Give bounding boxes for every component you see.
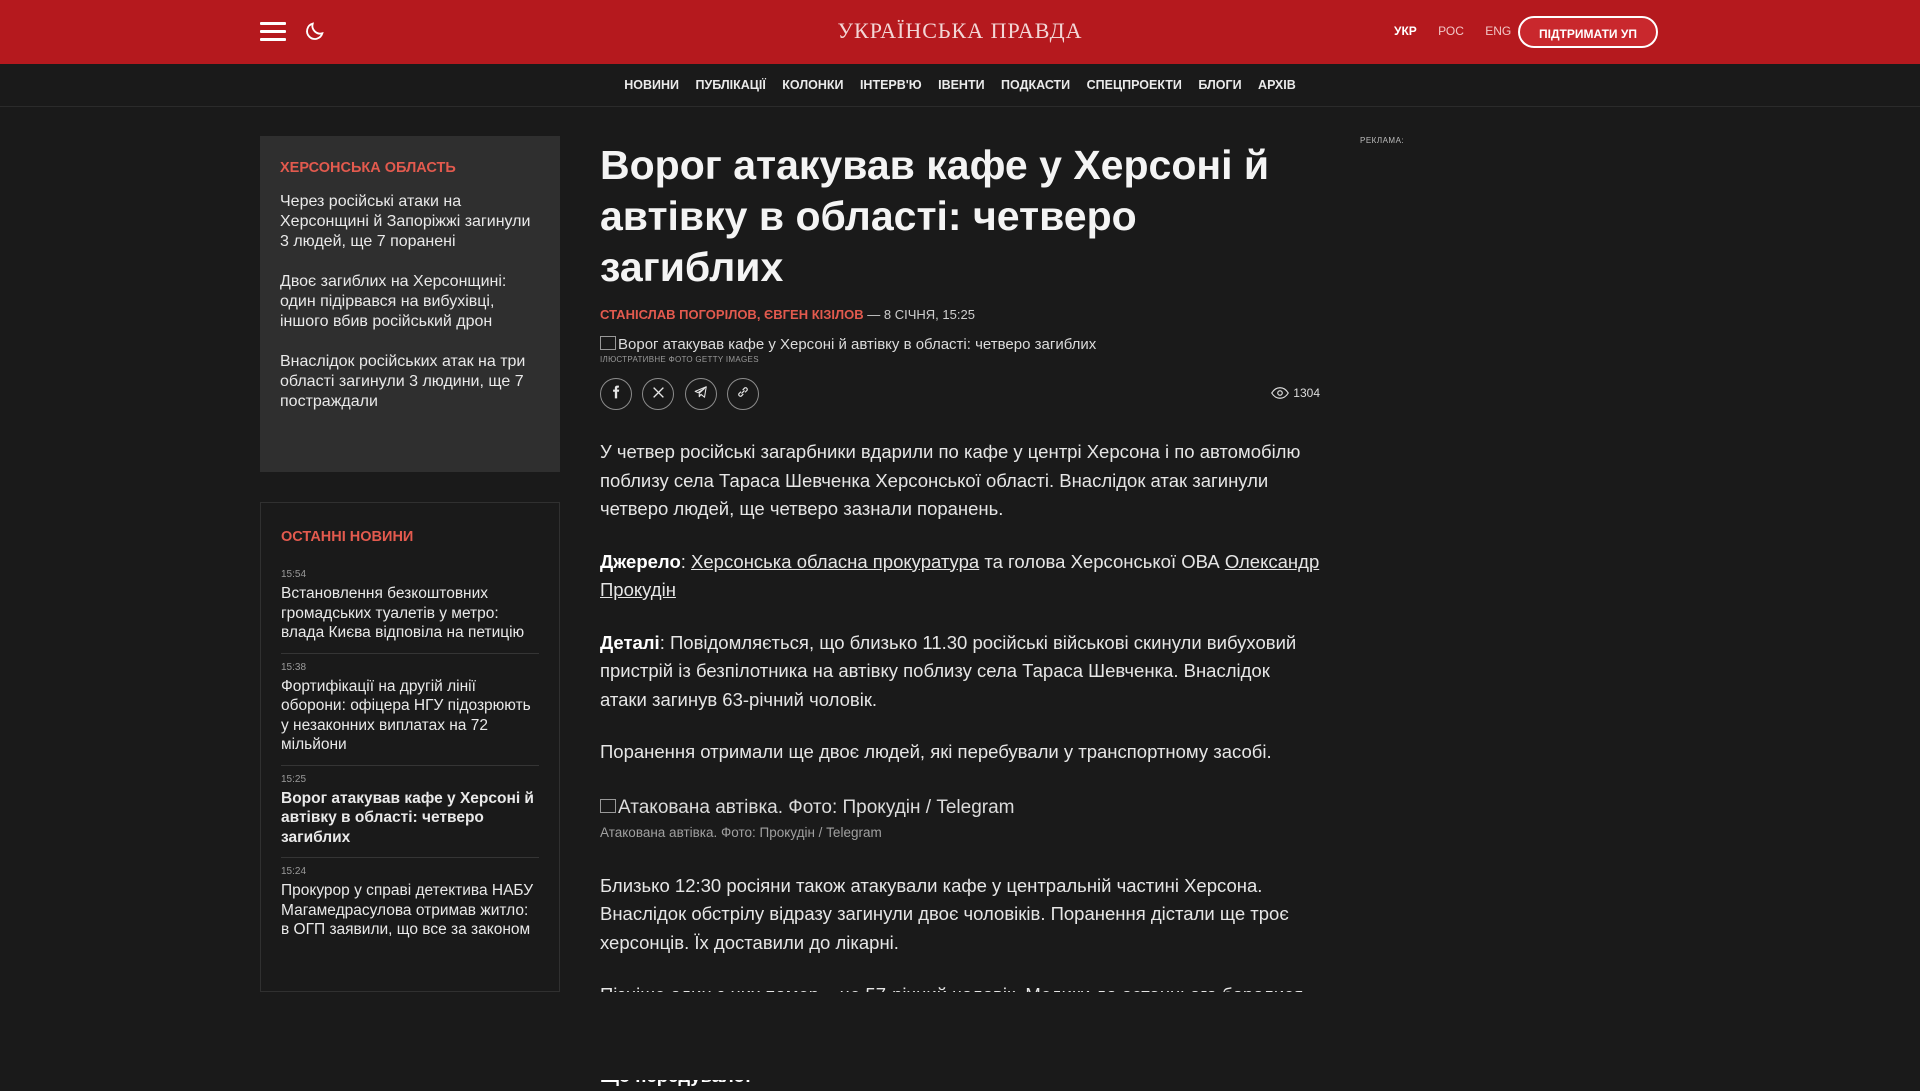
nav-special-projects[interactable]: СПЕЦПРОЕКТИ <box>1086 78 1182 92</box>
article-paragraph: Близько 12:30 росіяни також атакували кафе у центральній частині Херсона. Внаслідок обстрілу відразу загинули двоє чоловіків. Поранення дістали ще троє херсонців. Їх доставили до лікарні. <box>600 874 1289 953</box>
share-bar <box>600 378 1320 414</box>
language-switcher <box>1394 24 1529 38</box>
telegram-icon[interactable] <box>685 378 717 410</box>
details-label: Деталі <box>600 631 660 653</box>
news-time: 15:25 <box>281 773 307 785</box>
article-headline: Ворог атакував кафе у Херсоні й автівку в області: четверо загиблих <box>600 142 1270 290</box>
article-date: — 8 СІЧНЯ, 15:25 <box>867 307 975 322</box>
region-box-title[interactable]: ХЕРСОНСЬКА ОБЛАСТЬ <box>280 160 456 176</box>
broken-image-icon <box>600 799 616 813</box>
views-count: 1304 <box>1293 386 1320 400</box>
views-counter <box>1271 386 1320 400</box>
lang-ros[interactable]: РОС <box>1438 24 1464 38</box>
news-time: 15:54 <box>281 569 307 580</box>
article-authors[interactable]: СТАНІСЛАВ ПОГОРІЛОВ, ЄВГЕН КІЗІЛОВ <box>600 307 864 322</box>
source-label: Джерело <box>600 550 681 572</box>
region-news-item[interactable]: Внаслідок російських атак на три області загинули 3 людини, ще 7 постраждали <box>280 353 526 410</box>
lang-ukr[interactable]: УКР <box>1394 24 1417 38</box>
news-time: 15:24 <box>281 866 307 877</box>
source-link-prokudin[interactable]: Олександр Прокудін <box>600 550 1320 600</box>
page-bottom-overlay <box>0 992 1920 1080</box>
article-source: Джерело: Херсонська обласна прокуратура та голова Херсонської ОВА Олександр Прокудін <box>600 550 1320 600</box>
latest-news-item[interactable] <box>281 654 539 766</box>
region-news-item[interactable]: Двоє загиблих на Херсонщині: один підірвався на вибухівці, іншого вбив російський дрон <box>280 273 507 330</box>
x-twitter-icon[interactable] <box>642 378 674 410</box>
copy-link-icon[interactable] <box>727 378 759 410</box>
source-link-prosecutor[interactable]: Херсонська обласна прокуратура <box>691 550 980 572</box>
nav-blogs[interactable]: БЛОГИ <box>1198 78 1242 92</box>
news-time: 15:38 <box>281 661 307 673</box>
latest-news-item[interactable] <box>281 561 539 654</box>
main-nav <box>0 64 1920 107</box>
nav-events[interactable]: ІВЕНТИ <box>938 78 985 92</box>
nav-podcasts[interactable]: ПОДКАСТИ <box>1001 78 1071 92</box>
photo-caption: Атакована автівка. Фото: Прокудін / Telegram <box>600 824 882 840</box>
news-title[interactable]: Встановлення безкоштовних громадських туалетів у метро: влада Києва відповіла на петицію <box>281 585 525 641</box>
source-mid-text: та голова Херсонської ОВА <box>979 550 1225 572</box>
article-image <box>600 336 1320 353</box>
region-news-item[interactable]: Через російські атаки на Херсонщині й Запоріжжі загинули 3 людей, ще 7 поранені <box>280 193 531 250</box>
eye-icon <box>1271 386 1289 400</box>
nav-news[interactable]: НОВИНИ <box>624 78 679 92</box>
details-text: : Повідомляється, що близько 11.30 російські військові скинули вибуховий пристрій із безпілотника на автівку поблизу села Тараса Шевченка. Внаслідок атаки загинув 63-річний чоловік. <box>600 631 1297 710</box>
article-details <box>600 629 1320 715</box>
article-paragraph: У четвер російські загарбники вдарили по кафе у центрі Херсона і по автомобілю поблизу села Тараса Шевченка Херсонської області. Внаслідок атак загинули четверо людей, ще четверо зазнали поранень. <box>600 441 1301 519</box>
ad-label: РЕКЛАМА: <box>1360 136 1405 145</box>
latest-news-title[interactable]: ОСТАННІ НОВИНИ <box>281 529 414 545</box>
header-bar <box>0 0 1920 64</box>
latest-news-item-current[interactable] <box>281 766 539 859</box>
nav-columns[interactable]: КОЛОНКИ <box>782 78 844 92</box>
site-logo[interactable]: УКРАЇНСЬКА ПРАВДА <box>837 18 1083 43</box>
latest-news-box <box>260 502 560 992</box>
support-button[interactable]: ПІДТРИМАТИ УП <box>1518 16 1658 48</box>
news-title[interactable]: Фортифікації на другій лінії оборони: офіцера НГУ підозрюють у незаконних виплатах на 72 мільйони <box>281 677 531 753</box>
region-news-box <box>260 136 560 472</box>
facebook-icon[interactable] <box>600 378 632 410</box>
broken-image-icon <box>600 336 616 350</box>
article-byline <box>600 307 1320 322</box>
article <box>600 140 1320 1091</box>
nav-publications[interactable]: ПУБЛІКАЦІЇ <box>695 78 766 92</box>
article-photo <box>600 797 1320 819</box>
image-credit: ІЛЮСТРАТИВНЕ ФОТО GETTY IMAGES <box>600 355 759 364</box>
lang-eng[interactable]: ENG <box>1485 24 1512 38</box>
latest-news-item[interactable] <box>281 858 539 950</box>
nav-archive[interactable]: АРХІВ <box>1258 78 1296 92</box>
news-title[interactable]: Прокурор у справі детектива НАБУ Магамедрасулова отримав житло: в ОГП заявили, що все за законом <box>281 882 534 938</box>
photo-alt: Атакована автівка. Фото: Прокудін / Telegram <box>618 796 1015 818</box>
article-paragraph: Поранення отримали ще двоє людей, які перебували у транспортному засобі. <box>600 741 1272 762</box>
news-title[interactable]: Ворог атакував кафе у Херсоні й автівку в області: четверо загиблих <box>281 789 534 846</box>
nav-interviews[interactable]: ІНТЕРВ'Ю <box>859 78 922 92</box>
article-image-alt: Ворог атакував кафе у Херсоні й автівку в області: четверо загиблих <box>618 336 1097 353</box>
